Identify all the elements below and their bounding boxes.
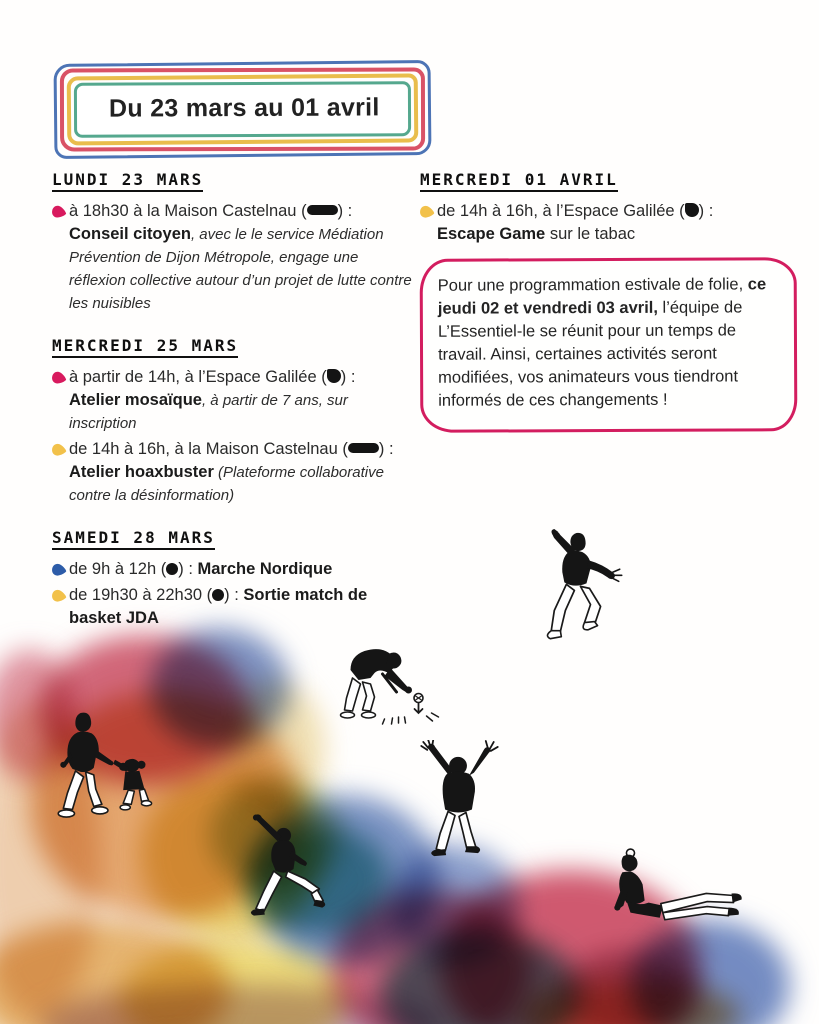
event-title: Atelier mosaïque [69,391,202,409]
event-title: Marche Nordique [197,560,333,578]
event-colon: ) : [698,202,714,220]
event-title: Escape Game [437,225,546,243]
event-prefix: à partir de 14h, à l’Espace Galilée ( [69,368,327,386]
title-border-red [60,68,425,152]
section-samedi-28-mars [52,528,418,630]
day-heading: MERCREDI 25 MARS [52,336,238,358]
event-prefix: à 18h30 à la Maison Castelnau ( [69,202,307,220]
section-mercredi-25-mars [52,336,418,507]
drop-bullet-icon [49,561,70,580]
notice-box [420,257,798,433]
drop-bullet-icon [49,441,70,460]
title-border-blue [54,60,432,159]
event-description: , avec le le service Médiation Prévention de Dijon Métropole, engage une réflexion collective autour d’un projet de lutte contre les nuisibles [69,226,412,312]
event-title: Atelier hoaxbuster [69,463,214,481]
day-heading: MERCREDI 01 AVRIL [420,170,618,192]
event-prefix: de 14h à 16h, à la Maison Castelnau ( [69,440,348,458]
title-border-yellow [67,73,418,145]
event-conseil-citoyen [52,200,418,315]
event-sortie-basket [52,584,418,630]
event-description: , à partir de 7 ans, sur inscription [69,392,348,432]
time-dot-icon [166,563,178,575]
right-column [420,170,772,432]
drop-bullet-icon [48,368,69,388]
title-border-green [74,81,411,137]
drop-bullet-icon [417,203,438,222]
event-colon: ) : [224,586,244,604]
section-mercredi-01-avril [420,170,772,246]
event-description: (Plateforme collaborative contre la désinformation) [69,464,384,504]
event-marche-nordique [52,558,418,581]
title-box [54,62,431,157]
event-prefix: de 9h à 12h ( [69,560,167,578]
event-colon: ) : [378,440,394,458]
event-colon: ) : [340,368,356,386]
event-colon: ) : [178,560,198,578]
event-colon: ) : [337,202,353,220]
event-atelier-mosaique [52,366,418,435]
maison-castelnau-pill-icon [307,205,338,215]
maison-castelnau-pill-icon [348,443,379,453]
espace-galilee-round-icon [327,369,341,383]
left-column [52,170,418,651]
drop-bullet-icon [48,202,69,222]
notice-text-bold: ce jeudi 02 et vendredi 03 avril, [437,275,767,318]
day-heading: LUNDI 23 MARS [52,170,203,192]
page-title: Du 23 mars au 01 avril [108,93,380,123]
time-dot-icon [212,589,224,601]
day-heading: SAMEDI 28 MARS [52,528,215,550]
event-title: Sortie match de basket JDA [69,586,368,627]
event-description: sur le tabac [545,225,636,243]
event-escape-game [420,200,772,246]
drop-bullet-icon [49,587,70,606]
event-atelier-hoaxbuster [52,438,418,507]
notice-text-1: Pour une programmation estivale de folie, [437,275,748,295]
espace-galilee-round-icon [685,203,699,217]
notice-text-2: l’équipe de L’Essentiel-le se réunit pour un temps de travail. Ainsi, certaines activités seront modifiées, vos animateurs vous tiendront informés de ces changements ! [437,298,743,410]
event-prefix: de 19h30 à 22h30 ( [69,586,213,604]
section-lundi-23-mars [52,170,418,315]
event-title: Conseil citoyen [69,225,191,243]
event-prefix: de 14h à 16h, à l’Espace Galilée ( [437,202,685,220]
